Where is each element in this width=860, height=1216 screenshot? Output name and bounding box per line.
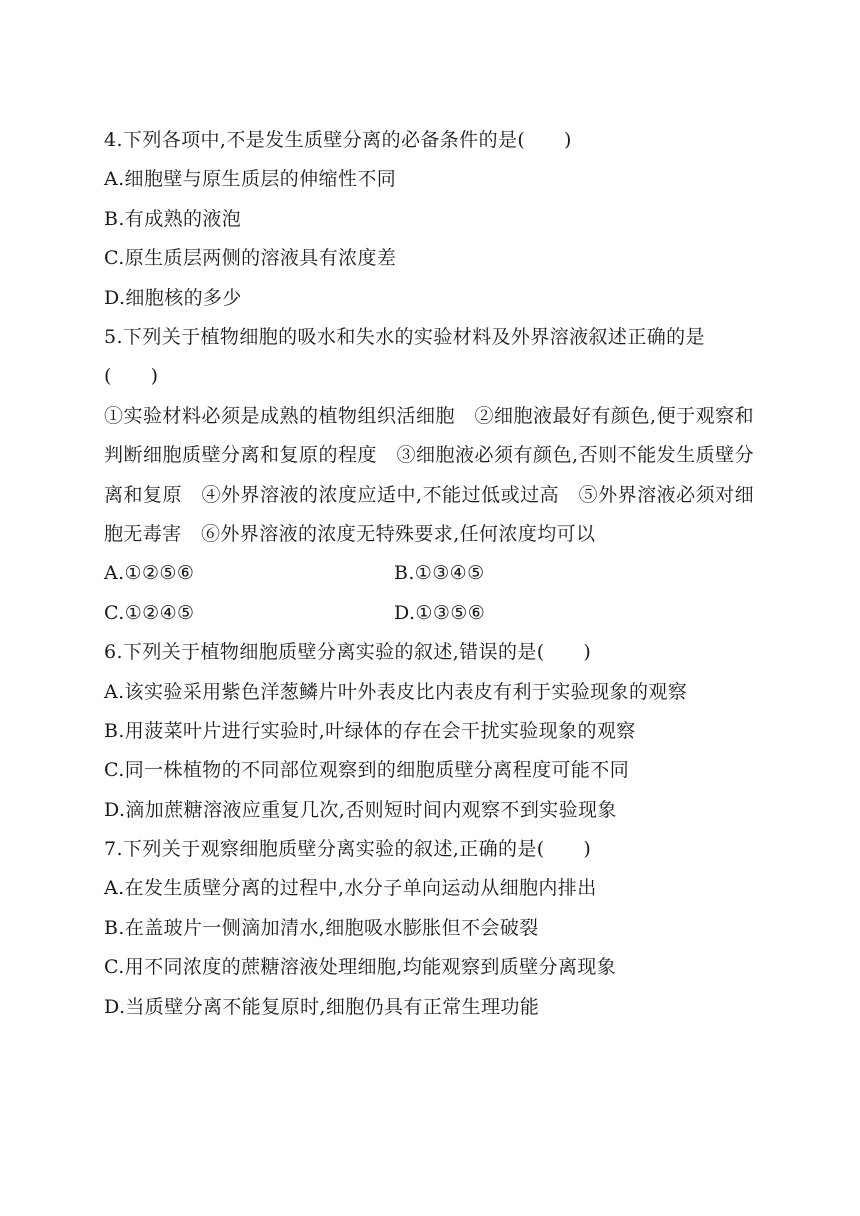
question-4-option-b: B.有成熟的液泡 [104,207,242,230]
question-6-option-d: D.滴加蔗糖溶液应重复几次,否则短时间内观察不到实验现象 [104,798,617,821]
question-5-options-row-2 [104,594,754,633]
question-6-option-c: C.同一株植物的不同部位观察到的细胞质壁分离程度可能不同 [104,759,630,782]
question-5-stem: 5.下列关于植物细胞的吸水和失水的实验材料及外界溶液叙述正确的是 [104,325,705,348]
question-4-option-d: D.细胞核的多少 [104,286,242,309]
question-5-statements: ①实验材料必须是成熟的植物组织活细胞 ②细胞液最好有颜色,便于观察和判断细胞质壁分离和复原的程度 ③细胞液必须有颜色,否则不能发生质壁分离和复原 ④外界溶液的浓度应适中,不能过低或过高 ⑤外界溶液必须对细胞无毒害 ⑥外界溶液的浓度无特殊要求,任何浓度均可以 [104,404,754,545]
question-6-stem: 6.下列关于植物细胞质壁分离实验的叙述,错误的是( ) [104,641,592,664]
question-7-option-d: D.当质壁分离不能复原时,细胞仍具有正常生理功能 [104,995,540,1018]
question-6-option-a: A.该实验采用紫色洋葱鳞片叶外表皮比内表皮有利于实验现象的观察 [104,680,688,703]
question-7-stem: 7.下列关于观察细胞质壁分离实验的叙述,正确的是( ) [104,838,592,861]
question-5-answer-bracket: ( ) [104,365,159,388]
question-4-option-a: A.细胞壁与原生质层的伸缩性不同 [104,168,397,191]
question-7-option-c: C.用不同浓度的蔗糖溶液处理细胞,均能观察到质壁分离现象 [104,956,617,979]
question-4-stem: 4.下列各项中,不是发生质壁分离的必备条件的是( ) [104,129,572,151]
question-5-option-a: A.①②⑤⑥ [104,562,195,585]
question-5-option-b: B.①③④⑤ [394,562,485,585]
question-7-option-a: A.在发生质壁分离的过程中,水分子单向运动从细胞内排出 [104,877,597,900]
question-5-option-d: D.①③⑤⑥ [394,601,486,624]
question-4-option-c: C.原生质层两侧的溶液具有浓度差 [104,247,397,270]
question-6-option-b: B.用菠菜叶片进行实验时,叶绿体的存在会干扰实验现象的观察 [104,719,636,742]
question-5-option-c: C.①②④⑤ [104,601,195,624]
question-5-options-row-1 [104,554,754,593]
question-7-option-b: B.在盖玻片一侧滴加清水,细胞吸水膨胀但不会破裂 [104,916,539,939]
document-page [104,121,754,1027]
